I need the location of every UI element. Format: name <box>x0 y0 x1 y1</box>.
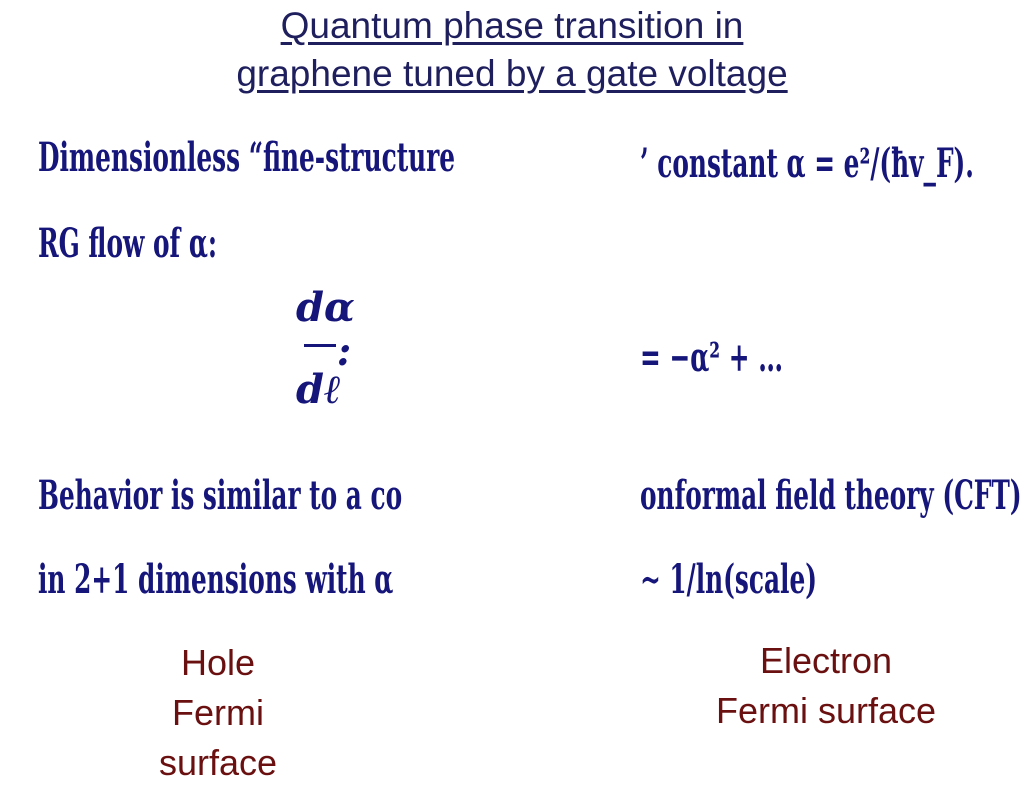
hole-label-line-1: Hole <box>180 642 256 683</box>
hole-label-line-2: Fermi <box>172 692 264 733</box>
equation-line-1-right: ’ constant α = e²/(ħv_F). <box>640 140 974 187</box>
hole-label-line-3: surface <box>158 742 278 783</box>
derivative-fraction-bar <box>304 344 336 347</box>
electron-label-line-2: Fermi surface <box>715 690 937 731</box>
equation-line-3-left: Behavior is similar to a co <box>38 472 403 519</box>
electron-label-line-1: Electron <box>759 640 893 681</box>
equation-line-4-right: ∼ 1/ln(scale) <box>640 556 817 603</box>
equation-panel-left <box>38 122 456 622</box>
equation-line-2-left: RG flow of α: <box>38 220 218 267</box>
equation-line-4-left: in 2+1 dimensions with α <box>38 556 394 603</box>
derivative-numerator: dα <box>296 284 355 331</box>
derivative-denominator: dℓ <box>296 366 342 413</box>
electron-fermi-surface-label <box>680 636 972 736</box>
title-line-1: Quantum phase transition in <box>280 5 744 46</box>
rg-equation-right: = −α² + … <box>640 334 783 381</box>
hole-fermi-surface-label <box>138 638 298 788</box>
derivative-equals-fragment: : <box>336 328 352 375</box>
title-line-2: graphene tuned by a gate voltage <box>236 53 788 94</box>
equation-line-3-right: onformal field theory (CFT) <box>640 472 1022 519</box>
slide-title <box>150 2 874 98</box>
equation-line-1-left: Dimensionless “fine-structure <box>38 134 456 181</box>
equation-panel-right <box>640 122 1022 622</box>
